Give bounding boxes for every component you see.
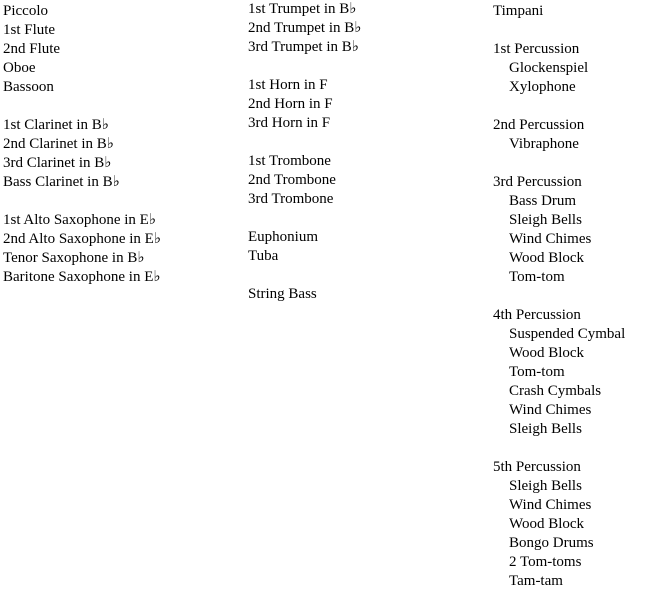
instrument-name: 1st Trombone xyxy=(248,153,331,169)
instrument-group xyxy=(248,76,361,133)
instrument-name: 3rd Trombone xyxy=(248,191,334,207)
percussion-instrument: Wind Chimes xyxy=(509,497,592,513)
instrument-name: 2nd Flute xyxy=(3,41,61,57)
instrument-name: 3rd Clarinet in B♭ xyxy=(3,155,112,171)
group-spacer xyxy=(248,133,361,152)
percussion-instrument: Wood Block xyxy=(509,250,585,266)
group-spacer xyxy=(493,154,625,173)
percussion-instrument: Sleigh Bells xyxy=(509,421,582,437)
percussion-instrument: Tam-tam xyxy=(509,573,563,589)
instrument-name: 1st Flute xyxy=(3,22,56,38)
percussion-instrument: Bongo Drums xyxy=(509,535,594,551)
group-spacer xyxy=(248,266,361,285)
instrument-name: 1st Horn in F xyxy=(248,77,328,93)
instrument-name: Tenor Saxophone in B♭ xyxy=(3,250,145,266)
section-heading: 1st Percussion xyxy=(493,41,580,57)
instrument-name: Tuba xyxy=(248,248,279,264)
instrument-group xyxy=(248,152,361,209)
percussion-instrument: Xylophone xyxy=(509,79,576,95)
percussion-instrument: 2 Tom-toms xyxy=(509,554,582,570)
percussion-instrument: Sleigh Bells xyxy=(509,478,582,494)
instrument-column-2 xyxy=(248,0,361,304)
section-heading: 5th Percussion xyxy=(493,459,581,475)
percussion-instrument: Tom-tom xyxy=(509,364,565,380)
instrument-column-1 xyxy=(3,2,161,287)
percussion-instrument: Bass Drum xyxy=(509,193,577,209)
instrument-group xyxy=(248,285,361,304)
instrument-group xyxy=(493,173,625,287)
group-spacer xyxy=(3,97,161,116)
instrument-name: 2nd Horn in F xyxy=(248,96,333,112)
instrument-name: Bass Clarinet in B♭ xyxy=(3,174,120,190)
percussion-instrument: Wood Block xyxy=(509,516,585,532)
percussion-instrument: Glockenspiel xyxy=(509,60,589,76)
instrument-name: 2nd Clarinet in B♭ xyxy=(3,136,114,152)
percussion-instrument: Crash Cymbals xyxy=(509,383,602,399)
percussion-instrument: Sleigh Bells xyxy=(509,212,582,228)
instrument-group xyxy=(493,306,625,439)
instrument-name: 3rd Trumpet in B♭ xyxy=(248,39,359,55)
group-spacer xyxy=(493,439,625,458)
instrument-group xyxy=(248,228,361,266)
percussion-instrument: Tom-tom xyxy=(509,269,565,285)
instrument-name: 2nd Alto Saxophone in E♭ xyxy=(3,231,161,247)
instrument-group xyxy=(3,211,161,287)
instrument-group xyxy=(493,40,625,97)
percussion-instrument: Wind Chimes xyxy=(509,402,592,418)
instrument-column-3 xyxy=(493,2,625,591)
percussion-instrument: Wood Block xyxy=(509,345,585,361)
instrument-group xyxy=(3,2,161,97)
group-spacer xyxy=(248,57,361,76)
section-heading: 4th Percussion xyxy=(493,307,581,323)
instrument-name: 2nd Trombone xyxy=(248,172,336,188)
section-heading: Timpani xyxy=(493,3,544,19)
percussion-instrument: Suspended Cymbal xyxy=(509,326,626,342)
group-spacer xyxy=(493,287,625,306)
instrument-name: Bassoon xyxy=(3,79,54,95)
instrument-name: Euphonium xyxy=(248,229,318,245)
group-spacer xyxy=(493,97,625,116)
group-spacer xyxy=(248,209,361,228)
instrument-name: Piccolo xyxy=(3,3,48,19)
percussion-instrument: Vibraphone xyxy=(509,136,579,152)
instrument-group xyxy=(3,116,161,192)
instrument-name: 1st Trumpet in B♭ xyxy=(248,1,357,17)
instrument-name: Oboe xyxy=(3,60,36,76)
instrument-name: Baritone Saxophone in E♭ xyxy=(3,269,161,285)
instrument-name: 2nd Trumpet in B♭ xyxy=(248,20,362,36)
group-spacer xyxy=(493,21,625,40)
instrument-name: 3rd Horn in F xyxy=(248,115,331,131)
instrument-name: 1st Alto Saxophone in E♭ xyxy=(3,212,156,228)
section-heading: 2nd Percussion xyxy=(493,117,585,133)
instrument-name: String Bass xyxy=(248,286,317,302)
instrument-group xyxy=(493,458,625,591)
group-spacer xyxy=(3,192,161,211)
instrument-group xyxy=(493,116,625,154)
instrument-group xyxy=(493,2,625,21)
percussion-instrument: Wind Chimes xyxy=(509,231,592,247)
section-heading: 3rd Percussion xyxy=(493,174,582,190)
instrument-name: 1st Clarinet in B♭ xyxy=(3,117,109,133)
instrument-group xyxy=(248,0,361,57)
